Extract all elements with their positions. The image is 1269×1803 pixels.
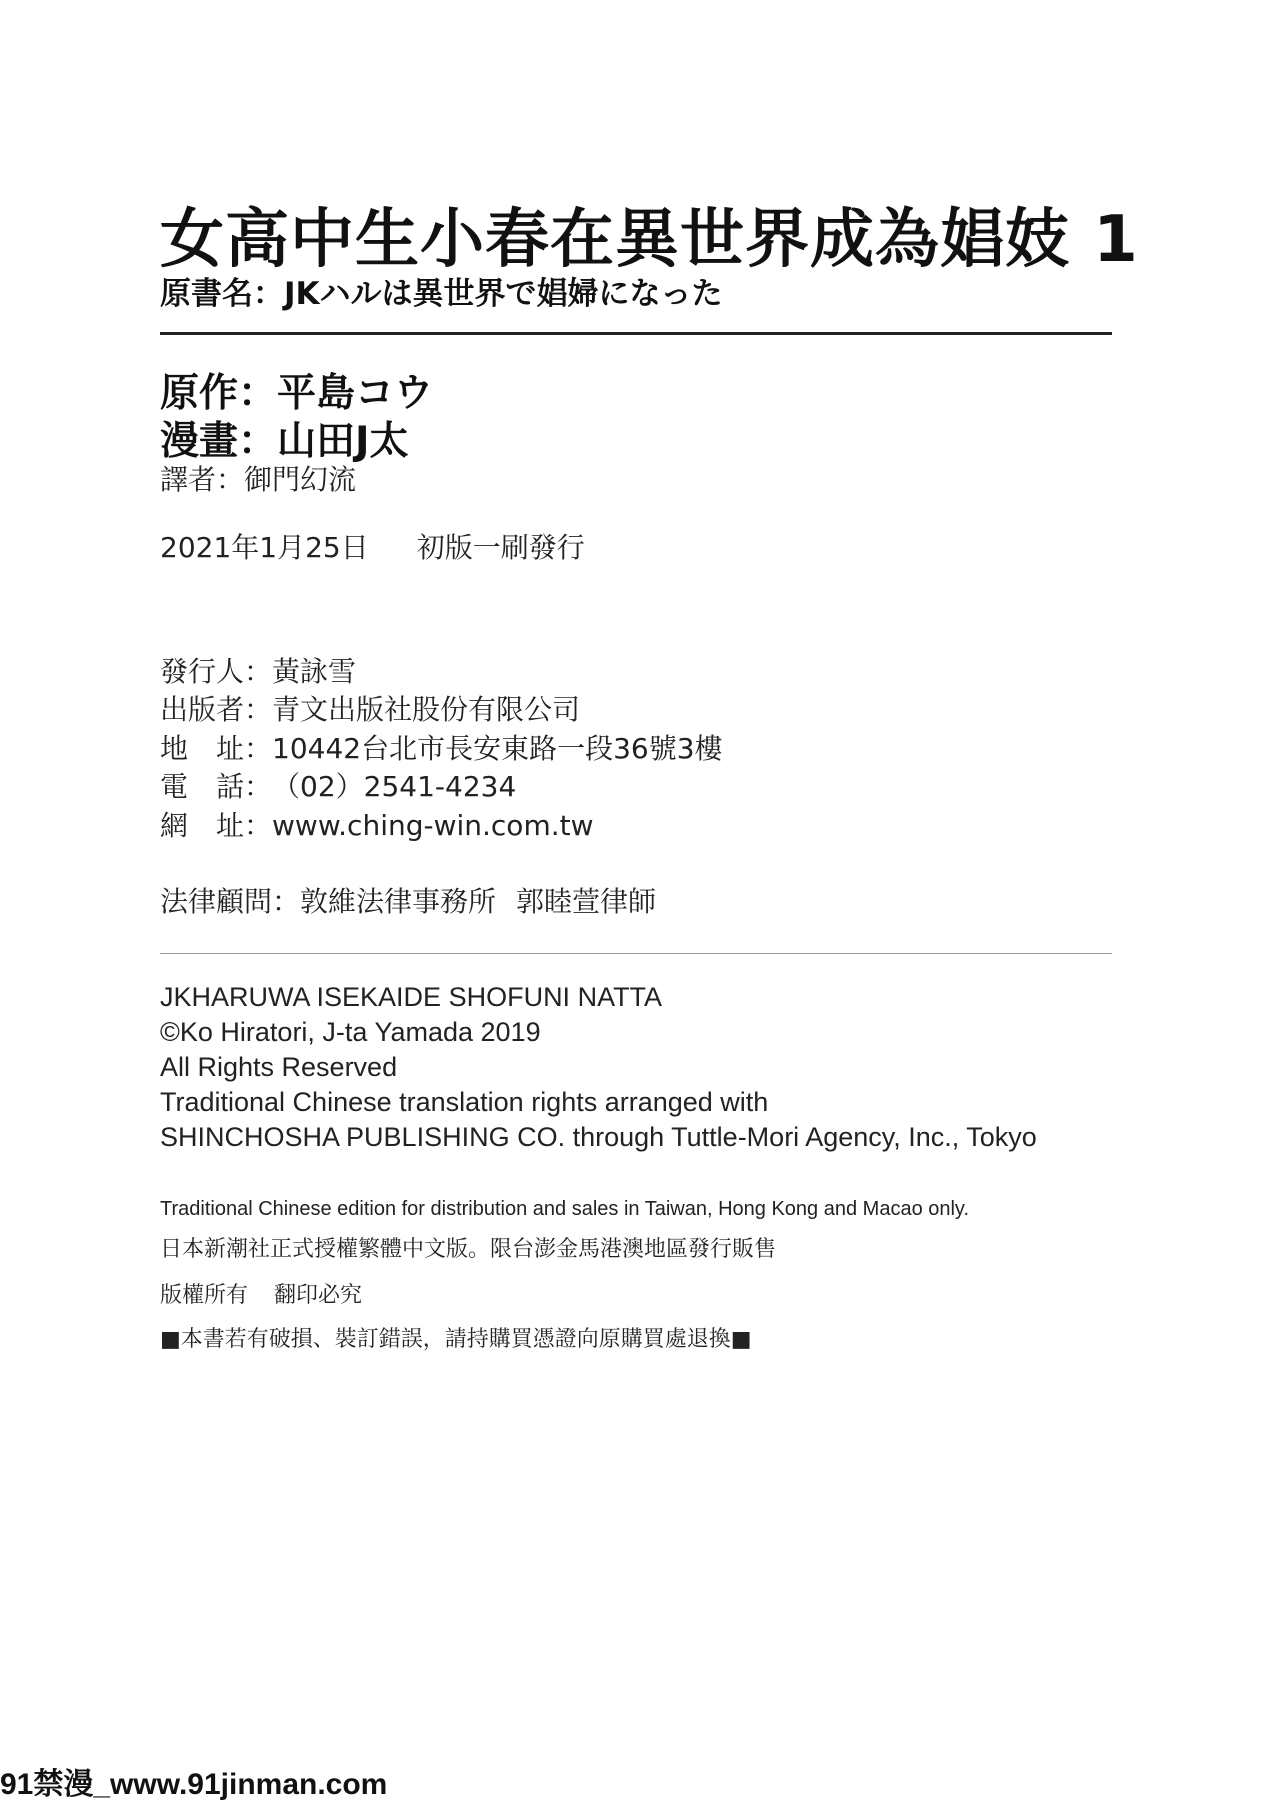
artist-credit: 漫畫：山田J太 [160,419,409,464]
publisher-row [160,688,580,728]
distribution-chinese: 日本新潮社正式授權繁體中文版。限台澎金馬港澳地區發行販售 [160,1237,777,1262]
legal-counsel-row [160,880,656,920]
divider-thin [160,953,1112,954]
edition-label: 初版一刷發行 [416,531,585,564]
edition-date: 2021年1月25日 [160,531,369,564]
website-label: 網 址： [160,809,273,842]
rights-part2: 翻印必究 [274,1283,363,1308]
edition-line [160,526,585,566]
english-agency: SHINCHOSHA PUBLISHING CO. through Tuttle-Mori Agency, Inc., Tokyo [160,1122,1037,1152]
address-row [160,727,723,767]
publisher-label: 出版者： [160,693,273,726]
website-row [160,804,594,844]
english-rights-reserved: All Rights Reserved [160,1052,398,1082]
book-title: 女高中生小春在異世界成為娼妓 1 [160,203,1139,277]
publisher-value: 青文出版社股份有限公司 [272,693,581,726]
issuer-label: 發行人： [160,655,273,688]
issuer-row [160,650,356,690]
translator-credit: 譯者：御門幻流 [160,463,357,496]
issuer-value: 黃詠雪 [272,655,357,688]
divider-thick [160,332,1112,335]
distribution-english: Traditional Chinese edition for distribution and sales in Taiwan, Hong Kong and Macao only. [160,1198,970,1220]
english-original-title: JKHARUWA ISEKAIDE SHOFUNI NATTA [160,982,663,1012]
website-value: www.ching-win.com.tw [272,809,594,842]
address-value: 10442台北市長安東路一段36號3樓 [272,732,723,765]
legal-counsel-label: 法律顧問：敦維法律事務所 [160,885,497,918]
legal-counsel-lawyer: 郭睦萱律師 [516,885,657,918]
phone-label: 電 話： [160,770,273,803]
original-title: 原書名：JKハルは異世界で娼婦になった [160,276,723,312]
return-notice: ■本書若有破損、裝訂錯誤，請持購買憑證向原購買處退換■ [160,1327,752,1352]
rights-part1: 版權所有 [160,1283,249,1308]
author-credit: 原作：平島コウ [160,371,434,416]
english-translation-rights: Traditional Chinese translation rights arranged with [160,1087,769,1117]
watermark-text: 91禁漫_www.91jinman.com [0,1768,388,1801]
rights-line [160,1278,362,1309]
phone-value: （02）2541-4234 [272,770,517,803]
english-copyright: ©Ko Hiratori, J-ta Yamada 2019 [160,1017,541,1047]
address-label: 地 址： [160,732,273,765]
phone-row [160,765,516,805]
